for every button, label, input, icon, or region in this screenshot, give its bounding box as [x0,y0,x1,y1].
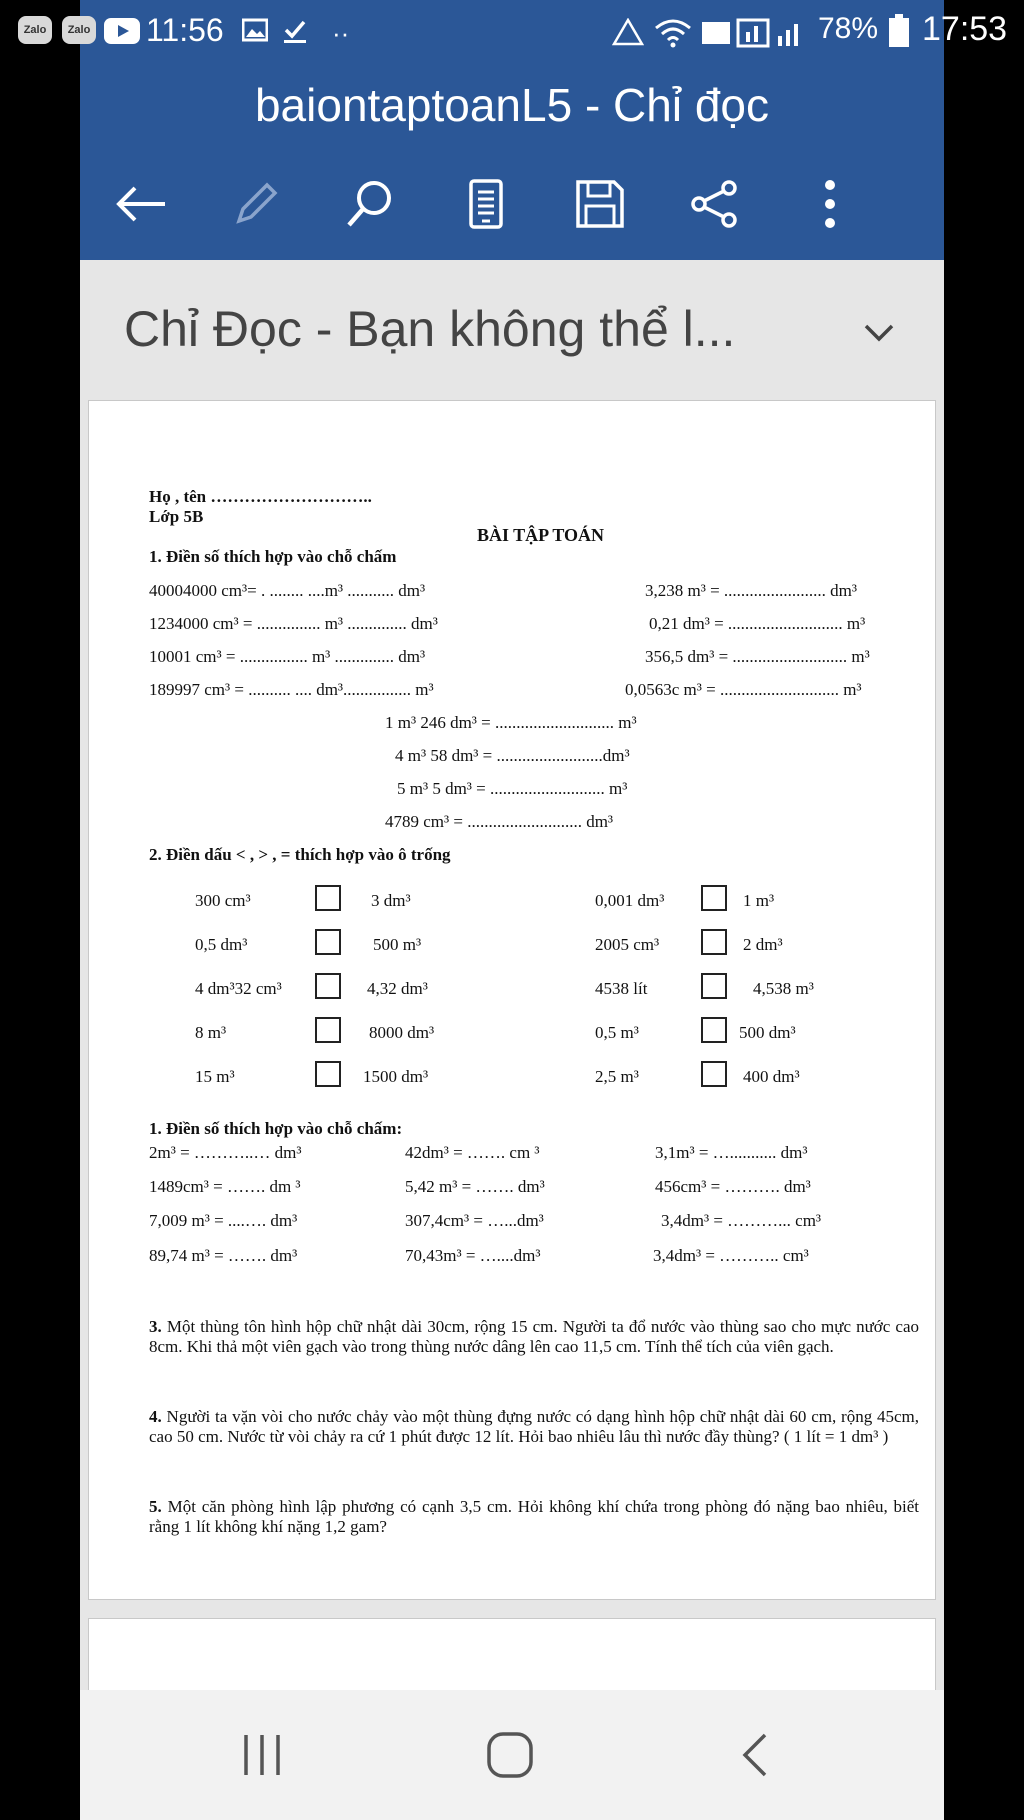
exercise-line: 2m³ = ………..… dm³ [149,1143,302,1162]
save-button[interactable] [560,164,640,244]
banner-text: Chỉ Đọc - Bạn không thể l... [124,301,736,357]
sync-icon [612,18,644,53]
compare-right: 1 m³ [743,891,775,910]
compare-box[interactable] [701,1017,727,1043]
exercise-line: 356,5 dm³ = ........................... m³ [645,647,870,666]
exercise-line: 189997 cm³ = .......... .... dm³................ m³ [149,680,434,699]
exercise-line: 1 m³ 246 dm³ = ............................ m³ [385,713,637,732]
section-2-title: 2. Điền dấu < , > , = thích hợp vào ô trống [149,845,451,864]
next-page [88,1618,936,1690]
status-time-left: 11:56 [146,12,224,48]
document-title: baiontaptoanL5 - Chỉ đọc [254,79,770,131]
back-button[interactable] [102,164,182,244]
problem-3 [149,1317,919,1357]
left-letterbox [0,64,80,1820]
compare-right: 500 m³ [373,935,422,954]
compare-box[interactable] [701,1061,727,1087]
exercise-line: 307,4cm³ = …...dm³ [405,1211,544,1230]
compare-left: 4 dm³32 cm³ [195,979,282,998]
navigation-bar [80,1690,944,1820]
share-button[interactable] [674,164,754,244]
exercise-line: 1234000 cm³ = ............... m³ .............. dm³ [149,614,438,633]
status-time-right: 17:53 [922,10,1008,48]
compare-left: 0,5 m³ [595,1023,639,1042]
problem-4-text: Người ta vặn vòi cho nước chảy vào một thùng đựng nước có dạng hình hộp chữ nhật dài 60 cm, rộng 45cm, cao 50 cm. Nước từ vòi chảy ra cứ 1 phút được 12 lít. Hỏi bao nhiêu lâu thì nước đầy thùng? ( 1 lít = 1 dm³ ) [149,1407,919,1446]
problem-4-number: 4. [149,1407,162,1426]
compare-box[interactable] [315,1061,341,1087]
exercise-line: 3,238 m³ = ........................ dm³ [645,581,857,600]
exercise-line: 456cm³ = ………. dm³ [655,1177,811,1196]
exercise-line: 10001 cm³ = ................ m³ .............. dm³ [149,647,426,666]
problem-4 [149,1407,919,1447]
image-icon [242,18,268,49]
document-viewport[interactable] [80,396,944,1690]
compare-left: 2,5 m³ [595,1067,639,1086]
compare-right: 8000 dm³ [369,1023,435,1042]
compare-left: 15 m³ [195,1067,235,1086]
compare-box[interactable] [315,1017,341,1043]
exercise-line: 5,42 m³ = ……. dm³ [405,1177,545,1196]
compare-left: 4538 lít [595,979,648,998]
edit-button[interactable] [216,164,296,244]
exercise-line: 7,009 m³ = ....…. dm³ [149,1211,298,1230]
compare-box[interactable] [315,973,341,999]
compare-right: 400 dm³ [743,1067,800,1086]
problem-5-text: Một căn phòng hình lập phương có cạnh 3,5 cm. Hỏi không khí chứa trong phòng đó nặng bao nhiêu, biết rằng 1 lít không khí nặng 1,2 gam? [149,1497,920,1536]
compare-right: 3 dm³ [371,891,411,910]
back-nav-button[interactable] [714,1720,794,1790]
home-button[interactable] [470,1720,550,1790]
exercise-line: 40004000 cm³= . ........ ....m³ ........... dm³ [149,581,426,600]
compare-box[interactable] [315,885,341,911]
exercise-line: 5 m³ 5 dm³ = ........................... m³ [397,779,628,798]
compare-left: 8 m³ [195,1023,227,1042]
compare-right: 4,32 dm³ [367,979,428,998]
recent-apps-button[interactable] [222,1720,302,1790]
signal-icon [700,18,810,55]
status-bar [0,0,1024,64]
compare-right: 2 dm³ [743,935,783,954]
exercise-line: 42dm³ = ……. cm ³ [405,1143,540,1162]
compare-left: 0,001 dm³ [595,891,665,910]
exercise-line: 4789 cm³ = ........................... dm³ [385,812,614,831]
zalo-notification-icon: Zalo [62,16,96,44]
page-heading: BÀI TẬP TOÁN [476,525,605,545]
battery-percent: 78% [818,12,879,45]
exercise-line: 89,74 m³ = ……. dm³ [149,1246,298,1265]
problem-3-number: 3. [149,1317,162,1336]
compare-box[interactable] [701,973,727,999]
more-notifications-icon: ·· [332,18,350,48]
chevron-down-icon[interactable] [854,308,904,358]
exercise-line: 0,0563c m³ = ............................ m³ [625,680,862,699]
battery-icon [888,14,910,55]
search-button[interactable] [330,164,410,244]
name-line: Họ , tên ……………………….. [149,487,372,506]
download-done-icon [282,18,308,51]
compare-box[interactable] [701,885,727,911]
exercise-line: 4 m³ 58 dm³ = .........................dm³ [395,746,630,765]
exercise-line: 3,4dm³ = ……….. cm³ [653,1246,809,1265]
class-line: Lớp 5B [149,507,204,526]
problem-3-text: Một thùng tôn hình hộp chữ nhật dài 30cm, rộng 15 cm. Người ta đổ nước vào thùng sao cho mực nước cao 8cm. Khi thả một viên gạch vào trong thùng nước dâng lên cao 11,5 cm. Tính thể tích của viên gạch. [149,1317,919,1356]
app-bar [80,64,944,260]
exercise-line: 3,1m³ = …........... dm³ [655,1143,808,1162]
exercise-line: 3,4dm³ = ………... cm³ [661,1211,822,1230]
wifi-icon [654,18,692,55]
section-1-title: 1. Điền số thích hợp vào chỗ chấm [149,547,397,566]
compare-right: 4,538 m³ [753,979,814,998]
compare-box[interactable] [701,929,727,955]
right-letterbox [944,64,1024,1820]
read-only-banner[interactable] [80,260,944,396]
mobile-view-button[interactable] [446,164,526,244]
compare-left: 2005 cm³ [595,935,660,954]
zalo-notification-icon: Zalo [18,16,52,44]
problem-5-number: 5. [149,1497,162,1516]
exercise-line: 70,43m³ = …....dm³ [405,1246,541,1265]
compare-left: 0,5 dm³ [195,935,248,954]
exercise-line: 1489cm³ = ……. dm ³ [149,1177,301,1196]
problem-5 [149,1497,919,1537]
youtube-icon [104,18,140,44]
exercise-line: 0,21 dm³ = ........................... m³ [649,614,866,633]
more-options-button[interactable] [790,164,870,244]
document-page [88,400,936,1600]
compare-right: 1500 dm³ [363,1067,429,1086]
compare-right: 500 dm³ [739,1023,796,1042]
compare-left: 300 cm³ [195,891,251,910]
compare-box[interactable] [315,929,341,955]
section-3-title: 1. Điền số thích hợp vào chỗ chấm: [149,1119,403,1138]
